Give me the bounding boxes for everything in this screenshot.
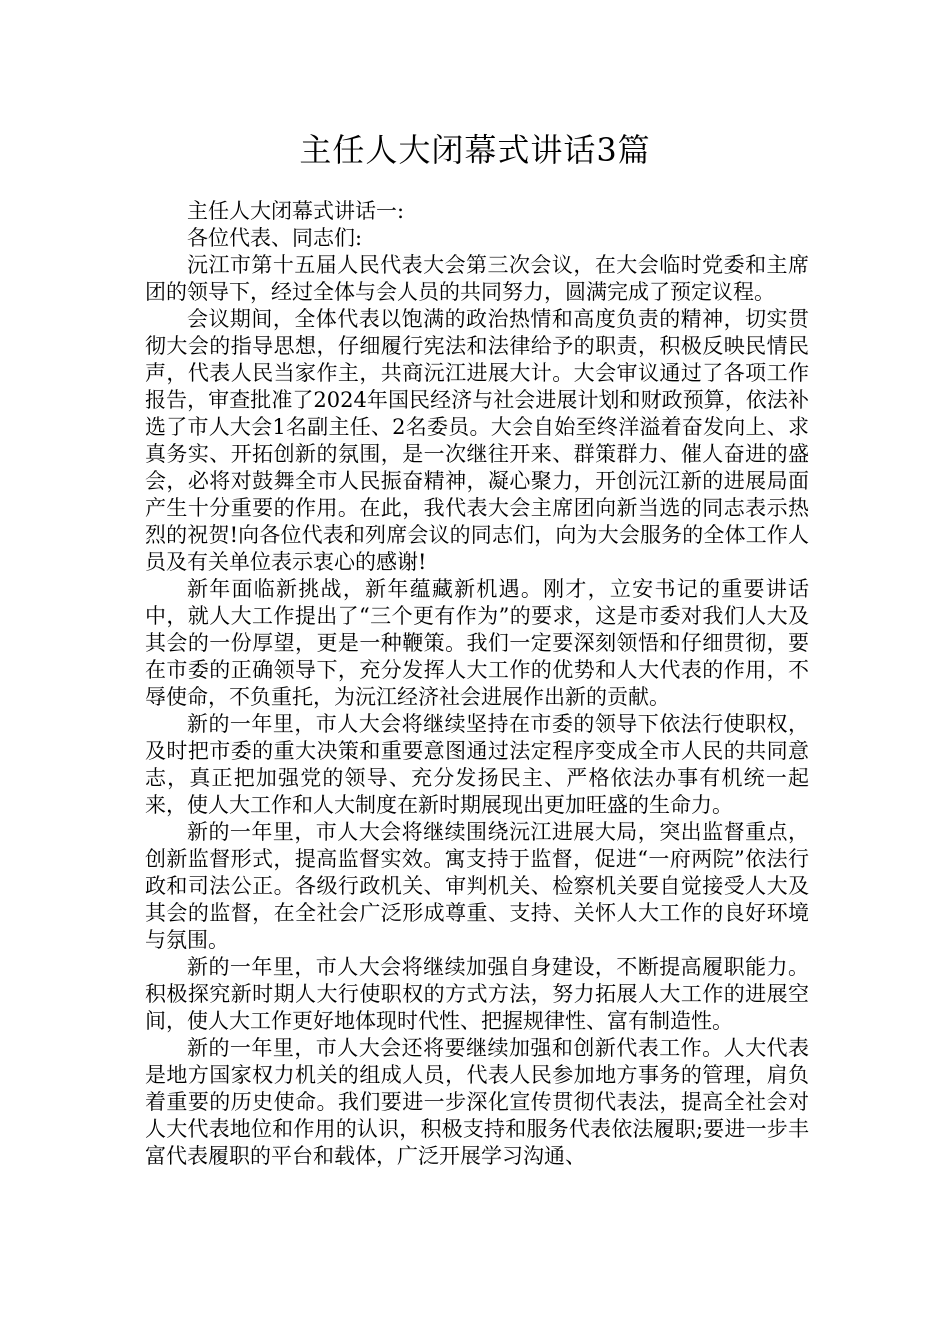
paragraph: 新的一年里，市人大会将继续坚持在市委的领导下依法行使职权，及时把市委的重大决策和重要意图通过法定程序变成全市人民的共同意志，真正把加强党的领导、充分发扬民主、严格依法办事有机统一起来，使人大工作和人大制度在新时期展现出更加旺盛的生命力。 [145, 712, 809, 817]
document-title: 主任人大闭幕式讲话3篇 [299, 131, 651, 169]
paragraph: 新的一年里，市人大会将继续加强自身建设，不断提高履职能力。积极探究新时期人大行使职权的方式方法，努力拓展人大工作的进展空间，使人大工作更好地体现时代性、把握规律性、富有制造性。 [145, 955, 809, 1033]
document-body [145, 198, 809, 1170]
paragraph-salutation: 各位代表、同志们: [187, 226, 363, 250]
paragraph-greeting-heading: 主任人大闭幕式讲话一: [187, 199, 405, 223]
paragraph: 新年面临新挑战，新年蕴藏新机遇。刚才，立安书记的重要讲话中，就人大工作提出了“三个更有作为”的要求，这是市委对我们人大及其会的一份厚望，更是一种鞭策。我们一定要深刻领悟和仔细贯彻，要在市委的正确领导下，充分发挥人大工作的优势和人大代表的作用，不辱使命，不负重托，为沅江经济社会进展作出新的贡献。 [145, 577, 809, 709]
paragraph: 新的一年里，市人大会将继续围绕沅江进展大局，突出监督重点，创新监督形式，提高监督实效。寓支持于监督，促进“一府两院”依法行政和司法公正。各级行政机关、审判机关、检察机关要自觉接受人大及其会的监督，在全社会广泛形成尊重、支持、关怀人大工作的良好环境与氛围。 [145, 820, 809, 952]
paragraph: 沅江市第十五届人民代表大会第三次会议，在大会临时党委和主席团的领导下，经过全体与会人员的共同努力，圆满完成了预定议程。 [145, 253, 809, 304]
paragraph: 新的一年里，市人大会还将要继续加强和创新代表工作。人大代表是地方国家权力机关的组成人员，代表人民参加地方事务的管理，肩负着重要的历史使命。我们要进一步深化宣传贯彻代表法，提高全社会对人大代表地位和作用的认识，积极支持和服务代表依法履职;要进一步丰富代表履职的平台和载体，广泛开展学习沟通、 [145, 1036, 809, 1168]
paragraph: 会议期间，全体代表以饱满的政治热情和高度负责的精神，切实贯彻大会的指导思想，仔细履行宪法和法律给予的职责，积极反映民情民声，代表人民当家作主，共商沅江进展大计。大会审议通过了各项工作报告，审查批准了2024年国民经济与社会进展计划和财政预算，依法补选了市人大会1名副主任、2名委员。大会自始至终洋溢着奋发向上、求真务实、开拓创新的氛围，是一次继往开来、群策群力、催人奋进的盛会，必将对鼓舞全市人民振奋精神，凝心聚力，开创沅江新的进展局面产生十分重要的作用。在此，我代表大会主席团向新当选的同志表示热烈的祝贺!向各位代表和列席会议的同志们，向为大会服务的全体工作人员及有关单位表示衷心的感谢! [145, 307, 809, 574]
